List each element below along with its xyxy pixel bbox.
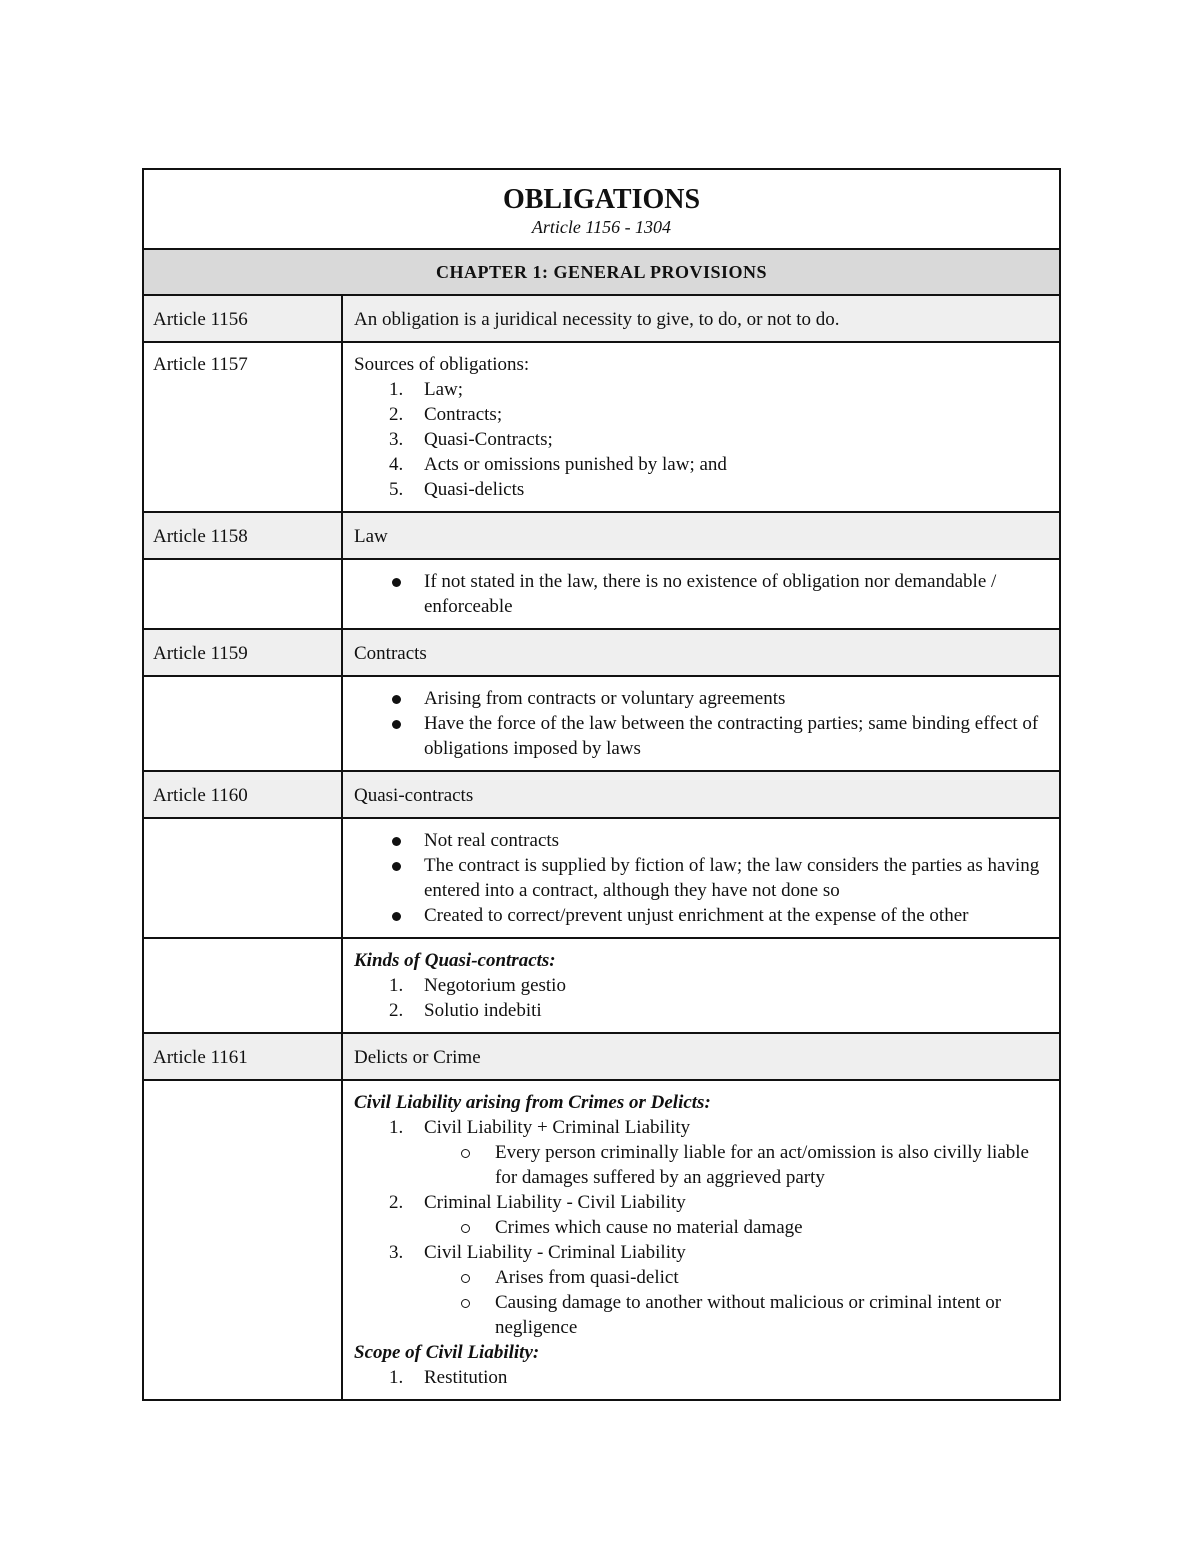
article-label: Article 1159 (153, 643, 248, 664)
bullet-icon (392, 695, 401, 704)
list-item: 2. Contracts; (389, 404, 503, 425)
list-item: Created to correct/prevent unjust enrichment at the expense of the other (354, 903, 1049, 928)
article-text: An obligation is a juridical necessity to give, to do, or not to do. (354, 309, 840, 330)
bullet-icon (392, 720, 401, 729)
article-row (143, 1033, 1060, 1080)
article-text: Law (354, 526, 388, 547)
list-intro: Sources of obligations: (354, 354, 530, 375)
bullet-list (354, 686, 1049, 761)
article-label: Article 1160 (153, 785, 248, 806)
bullet-icon (392, 837, 401, 846)
list-item: 1. Law; (389, 379, 464, 400)
list-item: 1. Negotorium gestio (389, 975, 566, 996)
list-item: 5. Quasi-delicts (389, 479, 525, 500)
article-detail-row (143, 938, 1060, 1033)
chapter-heading: CHAPTER 1: GENERAL PROVISIONS (143, 249, 1060, 295)
document-title: OBLIGATIONS (502, 184, 701, 215)
chapter-row (143, 249, 1060, 295)
bullet-list (354, 569, 1049, 619)
numbered-list (354, 973, 1049, 1023)
article-detail-row (143, 818, 1060, 938)
list-item: 2. Criminal Liability - Civil Liability (389, 1192, 686, 1213)
article-detail-row (143, 676, 1060, 771)
list-item: Have the force of the law between the contracting parties; same binding effect of obligations imposed by laws (354, 711, 1049, 761)
article-text: Delicts or Crime (354, 1047, 481, 1068)
article-row (143, 512, 1060, 559)
article-text: Contracts (354, 643, 427, 664)
list-item: The contract is supplied by fiction of law; the law considers the parties as having entered into a contract, although they have not done so (354, 853, 1049, 903)
article-label: Article 1161 (153, 1047, 248, 1068)
circle-bullet-icon (461, 1299, 470, 1308)
title-row (143, 169, 1060, 249)
circle-bullet-icon (461, 1224, 470, 1233)
list-item: Arising from contracts or voluntary agreements (354, 686, 1049, 711)
list-item: 1. Restitution (389, 1367, 508, 1388)
list-item: 2. Solutio indebiti (389, 1000, 542, 1021)
article-detail-row (143, 559, 1060, 629)
bullet-icon (392, 578, 401, 587)
list-item: If not stated in the law, there is no existence of obligation nor demandable / enforceable (354, 569, 1049, 619)
circle-bullet-icon (461, 1274, 470, 1283)
article-label: Article 1157 (153, 354, 248, 375)
sub-list-item: Causing damage to another without malicious or criminal intent or negligence (354, 1290, 1049, 1340)
article-text: Quasi-contracts (354, 785, 474, 806)
numbered-list (354, 1365, 1049, 1390)
bullet-list (354, 828, 1049, 928)
section-heading: Kinds of Quasi-contracts: (354, 950, 556, 971)
article-row (143, 295, 1060, 342)
article-row (143, 629, 1060, 676)
sub-list-item: Crimes which cause no material damage (354, 1215, 1049, 1240)
section-heading: Scope of Civil Liability: (354, 1342, 540, 1363)
bullet-icon (392, 862, 401, 871)
article-row (143, 771, 1060, 818)
document-subtitle: Article 1156 - 1304 (531, 217, 672, 237)
list-item: Not real contracts (354, 828, 1049, 853)
circle-bullet-icon (461, 1149, 470, 1158)
numbered-list (354, 1115, 1049, 1340)
list-item: 3. Quasi-Contracts; (389, 429, 553, 450)
article-label: Article 1158 (153, 526, 248, 547)
bullet-icon (392, 912, 401, 921)
article-detail-row (143, 1080, 1060, 1400)
sub-list-item: Every person criminally liable for an act/omission is also civilly liable for damages suffered by an aggrieved party (354, 1140, 1049, 1190)
obligations-table (142, 168, 1061, 1401)
section-heading: Civil Liability arising from Crimes or Delicts: (354, 1092, 711, 1113)
numbered-list (354, 377, 1049, 502)
list-item: 1. Civil Liability + Criminal Liability (389, 1117, 691, 1138)
list-item: 4. Acts or omissions punished by law; and (389, 454, 727, 475)
list-item: 3. Civil Liability - Criminal Liability (389, 1242, 686, 1263)
article-label: Article 1156 (153, 309, 248, 330)
sub-list-item: Arises from quasi-delict (354, 1265, 1049, 1290)
article-row (143, 342, 1060, 512)
